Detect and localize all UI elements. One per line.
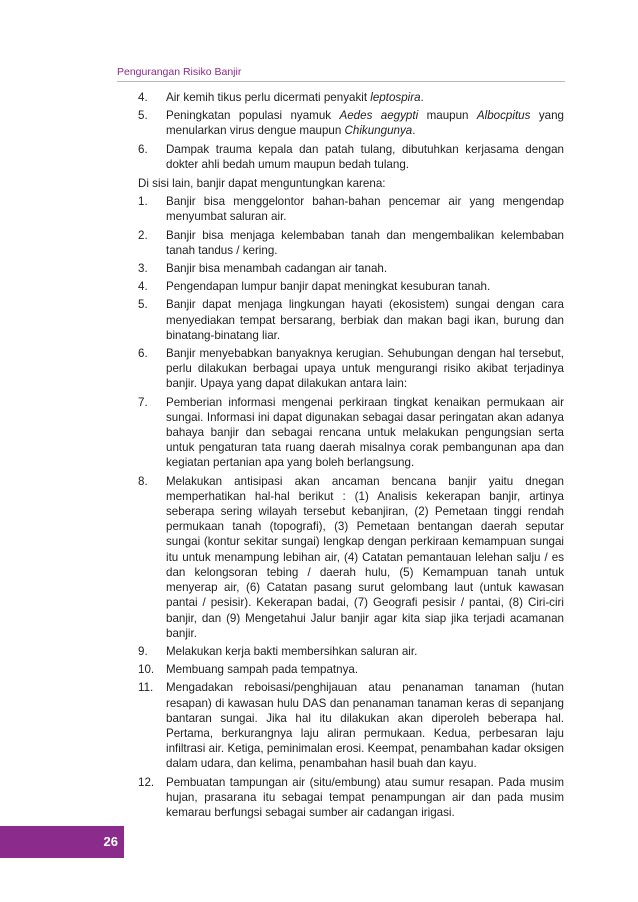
list-item [138, 194, 564, 224]
running-header: Pengurangan Risiko Banjir [117, 66, 242, 78]
text-run: Pemberian informasi mengenai perkiraan tingkat kenaikan permukaan air sungai. Informasi ini dapat digunakan sebagai dasar peringatan akan adanya bahaya banjir dan sebagai rencana untuk melakukan pengungsian serta untuk pengaturan tata ruang daerah misalnya corak pembangunan apa dan kegiatan pertanian apa yang boleh berlangsung. [166, 395, 564, 470]
text-run: Peningkatan populasi nyamuk [166, 109, 340, 123]
list-item-number: 9. [138, 644, 148, 658]
list-item-number: 4. [138, 91, 148, 104]
text-run: Banjir bisa menjaga kelembaban tanah dan mengembalikan kelembaban tanah tandus / kering. [166, 228, 564, 257]
list-item-number: 10. [138, 663, 155, 677]
italic-term: Chikungunya [344, 124, 413, 138]
list-item [138, 680, 564, 771]
text-run: yang menularkan virus dengue maupun [166, 109, 564, 138]
list-item-number: 8. [138, 474, 148, 488]
list-item-number: 4. [138, 280, 148, 294]
list-item-number: 12. [138, 775, 155, 789]
text-run: Pembuatan tampungan air (situ/embung) atau sumur resapan. Pada musim hujan, prasarana itu sebagai tempat penampungan air dan pada musim kemarau berfungsi sebagai sumber air cadangan irigasi. [166, 775, 564, 819]
list-item-text [166, 229, 564, 257]
text-run: . [420, 91, 424, 104]
list-item [138, 261, 564, 276]
list-item-number: 5. [138, 298, 148, 312]
text-run: . [412, 124, 416, 138]
list-item-number: 7. [138, 395, 148, 409]
text-run: Banjir bisa menggelontor bahan-bahan pencemar air yang mengendap menyumbat saluran air. [166, 195, 564, 224]
list-item-text [166, 776, 564, 819]
list-item [138, 474, 564, 641]
list-item [138, 395, 564, 471]
list-item [138, 108, 564, 138]
italic-term: Albocpitus [476, 109, 531, 123]
text-run: Pengendapan lumpur banjir dapat meningkat kesuburan tanah. [166, 280, 491, 294]
list-item [138, 142, 564, 172]
list-item-text [166, 681, 564, 770]
text-run: Banjir bisa menambah cadangan air tanah. [166, 262, 388, 276]
text-run: maupun [418, 109, 477, 123]
health-impact-list [138, 90, 564, 172]
list-item-text [166, 663, 358, 676]
text-run: Membuang sampah pada tempatnya. [166, 663, 359, 677]
page-number-tab [0, 826, 124, 858]
benefits-and-efforts-list [138, 194, 564, 820]
list-item [138, 279, 564, 294]
list-item-number: 11. [138, 681, 154, 695]
header-divider [117, 81, 565, 82]
list-item-text [166, 475, 564, 640]
list-item [138, 297, 564, 343]
list-item-text [166, 298, 564, 341]
list-item-number: 6. [138, 347, 148, 361]
list-item-text [166, 645, 417, 658]
list-item-text [166, 143, 564, 171]
page-number: 26 [103, 834, 118, 849]
text-run: Air kemih tikus perlu dicermati penyakit [166, 91, 371, 104]
list-item-text [166, 195, 564, 223]
list-item-number: 6. [138, 142, 148, 156]
list-item-number: 1. [138, 195, 148, 209]
list-item-text [166, 280, 490, 293]
list-item [138, 662, 564, 677]
list-item [138, 90, 564, 105]
list-item [138, 644, 564, 659]
list-item-text [166, 91, 424, 104]
list-item-text [166, 396, 564, 470]
document-body [138, 90, 564, 823]
text-run: Dampak trauma kepala dan patah tulang, dibutuhkan kerjasama dengan dokter ahli bedah umum maupun bedah tulang. [166, 142, 564, 171]
list-item [138, 775, 564, 821]
intro-paragraph: Di sisi lain, banjir dapat menguntungkan karena: [138, 177, 386, 191]
list-item-number: 5. [138, 109, 148, 123]
list-item [138, 228, 564, 258]
text-run: Banjir menyebabkan banyaknya kerugian. Sehubungan dengan hal tersebut, perlu dilakukan berbagai upaya untuk mengurangi risiko akibat terjadinya banjir. Upaya yang dapat dilakukan antara lain: [166, 347, 564, 391]
list-item-text [166, 262, 387, 275]
text-run: Melakukan kerja bakti membersihkan saluran air. [166, 644, 418, 658]
text-run: Banjir dapat menjaga lingkungan hayati (ekosistem) sungai dengan cara menyediakan tempat bersarang, berbiak dan makan bagi ikan, burung dan binatang-binatang liar. [166, 298, 564, 342]
text-run: Melakukan antisipasi akan ancaman bencana banjir yaitu dnegan memperhatikan hal-hal berikut : (1) Analisis kekerapan banjir, artinya seberapa sering wilayah tersebut kebanjiran, (2) Pemetaan tinggi rendah permukaan tanah (topografi), (3) Pemetaan bentangan daerah seputar sungai (kontur sekitar sungai) lengkap dengan perkiraan kemampuan sungai itu untuk menampung lebihan air, (4) Catatan pemantauan lelehan salju / es dan kelongsoran tebing / daerah hulu, (5) Kemampuan tanah untuk menyerap air, (6) Catatan pasang surut gelombang laut (untuk kawasan pantai / pesisir). Kekerapan badai, (7) Geografi pesisir / pantai, (8) Ciri-ciri banjir, dan (9) Mengetahui Jalur banjir agar kita siap jika terjadi acamanan banjir. [166, 474, 564, 640]
text-run: Mengadakan reboisasi/penghijauan atau penanaman tanaman (hutan resapan) di kawasan hulu DAS dan penanaman tanaman keras di sepanjang bantaran sungai. Jika hal itu dilakukan akan diperoleh beberapa hal. Pertama, berkurangnya laju aliran permukaan. Kedua, perbesaran laju infiltrasi air. Ketiga, peminimalan erosi. Keempat, penambahan kadar oksigen dalam udara, dan kelima, penambahan hasil buah dan kayu. [166, 681, 564, 771]
list-item-text [166, 347, 564, 390]
list-item-number: 2. [138, 228, 148, 242]
list-item [138, 346, 564, 392]
italic-term: Aedes aegypti [339, 109, 419, 123]
list-item-number: 3. [138, 262, 148, 276]
list-item-text [166, 109, 564, 137]
italic-term: leptospira [370, 91, 421, 104]
